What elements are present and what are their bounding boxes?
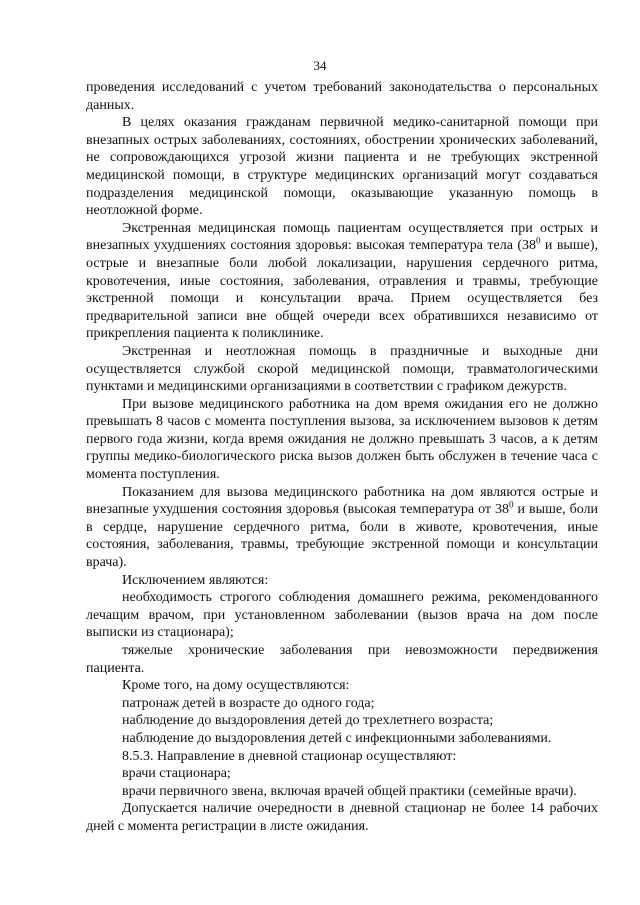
list-item-observation-infectious: наблюдение до выздоровления детей с инфекционными заболеваниями. (122, 730, 552, 746)
page-number: 34 (313, 58, 327, 73)
paragraph-emergency-care-part2: и выше), острые и внезапные боли любой локализации, нарушения сердечного ритма, кровотечения, иные состояния, заболевания, отравления и травмы, требующие экстренной помощи и консультации врача. Прием осуществляется без предварительной записи вне общей очереди всех обратившихся независимо от прикрепления пациента к поликлинике. (86, 238, 598, 342)
section-heading-8-5-3: 8.5.3. Направление в дневной стационар осуществляют: (122, 748, 457, 764)
paragraph-home-services-heading: Кроме того, на дому осуществляются: (122, 678, 350, 694)
paragraph-urgent-care-units: В целях оказания гражданам первичной медико-санитарной помощи при внезапных острых заболеваниях, состояниях, обострении хронических заболеваний, не сопровождающихся угрозой жизни пациента и не требующих экстренной медицинской помощи, в структуре медицинских организаций могут создаваться подразделения медицинской помощи, оказывающие указанную помощь в неотложной форме. (86, 115, 598, 219)
paragraph-day-hospital-queue: Допускается наличие очередности в дневной стационар не более 14 рабочих дней с момента регистрации в листе ожидания. (86, 801, 598, 834)
list-item-observation-toddlers: наблюдение до выздоровления детей до трехлетнего возраста; (122, 713, 494, 729)
paragraph-home-visit-indications-part2: и выше, боли в сердце, нарушение сердечного ритма, боли в животе, кровотечения, иные состояния, заболевания, травмы, требующие экстренной помощи и консультации врача). (86, 502, 599, 571)
list-item-home-regime: необходимость строгого соблюдения домашнего режима, рекомендованного лечащим врачом, при установленном заболевании (вызов врача на дом после выписки из стационара); (86, 590, 598, 641)
paragraph-exceptions-heading: Исключением являются: (122, 572, 269, 588)
list-item-chronic-disease: тяжелые хронические заболевания при невозможности передвижения пациента. (86, 643, 598, 676)
paragraph-emergency-care-part1: Экстренная медицинская помощь пациентам осуществляется при острых и внезапных ухудшениях состояния здоровья: высокая температура тела (38 (86, 220, 598, 254)
paragraph-home-visit-indications-part1: Показанием для вызова медицинского работника на дом являются острые и внезапные ухудшения состояния здоровья (высокая температура от 38 (86, 484, 598, 518)
paragraph-home-visit-wait: При вызове медицинского работника на дом время ожидания его не должно превышать 8 часов с момента поступления вызова, за исключением вызовов к детям первого года жизни, когда время ожидания не должно превышать 3 часов, а к детям группы медико-биологического риска вызов должен быть обслужен в течение часа с момента поступления. (86, 396, 598, 483)
list-item-primary-doctors: врачи первичного звена, включая врачей общей практики (семейные врачи). (122, 783, 577, 799)
paragraph-emergency-care (86, 220, 598, 343)
paragraph-personal-data: проведения исследований с учетом требований законодательства о персональных данных. (86, 80, 598, 113)
degree-superscript: 0 (509, 499, 514, 510)
document-body (86, 79, 598, 836)
list-item-hospital-doctors: врачи стационара; (122, 766, 231, 782)
paragraph-home-visit-indications (86, 484, 598, 572)
list-item-patronage: патронаж детей в возрасте до одного года; (122, 695, 375, 711)
degree-superscript: 0 (536, 235, 541, 246)
paragraph-holiday-care: Экстренная и неотложная помощь в праздничные и выходные дни осуществляется службой скорой медицинской помощи, травматологическими пунктами и медицинскими организациями в соответствии с графиком дежурств. (86, 343, 598, 395)
